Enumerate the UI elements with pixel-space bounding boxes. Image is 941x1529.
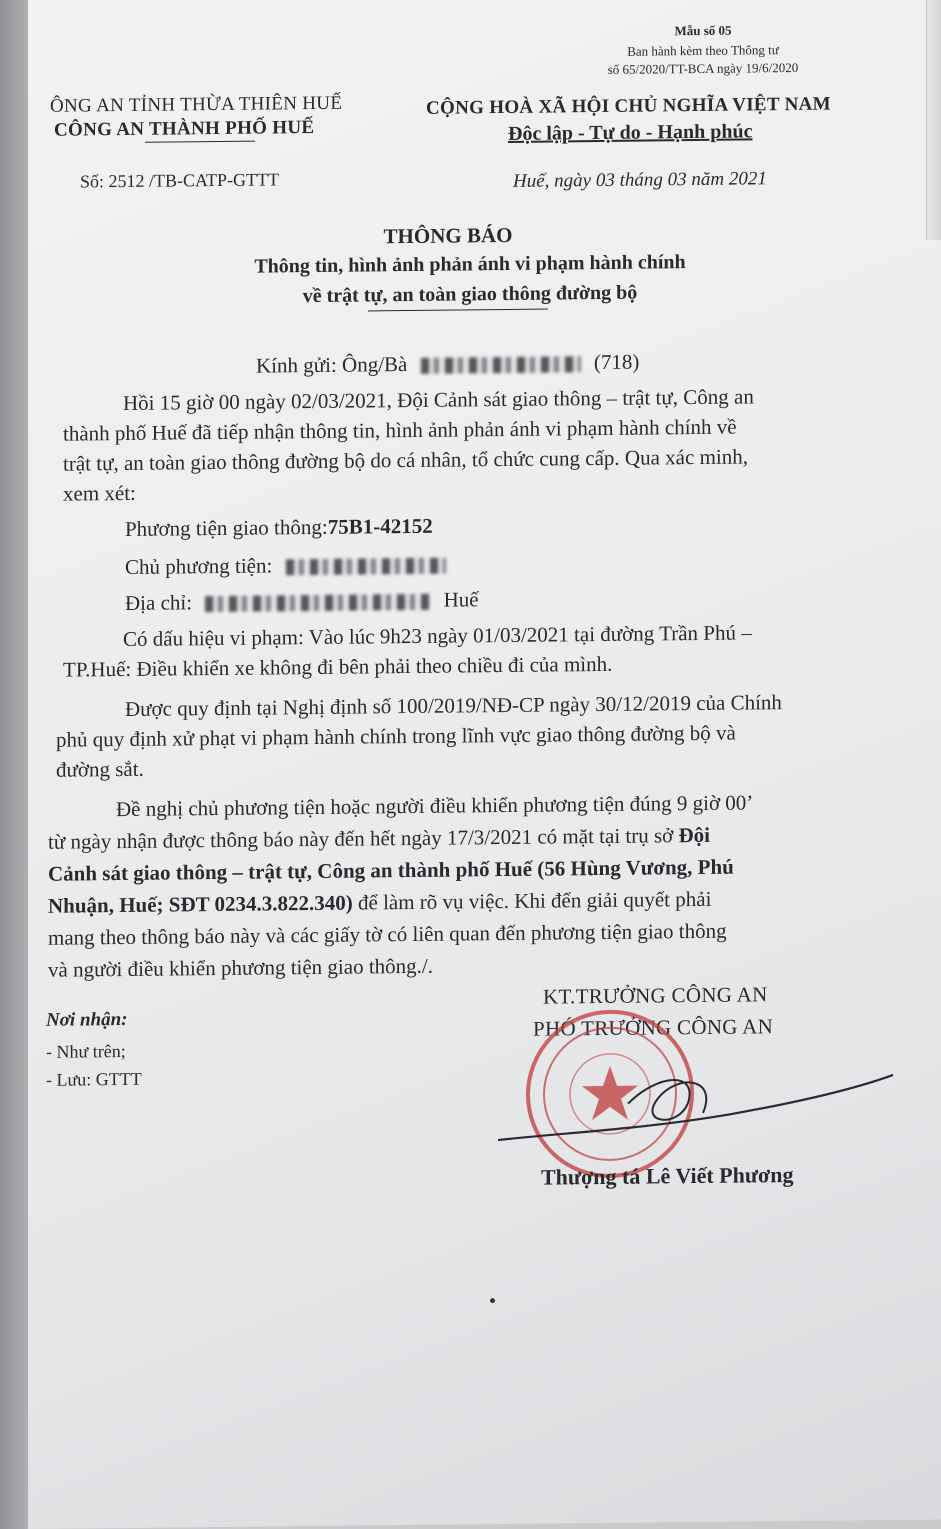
request-line-4 bbox=[48, 887, 711, 919]
signature-title-1: KT.TRƯỞNG CÔNG AN bbox=[543, 982, 768, 1009]
address-line bbox=[125, 587, 479, 616]
recipients-title: Nơi nhận: bbox=[46, 1008, 128, 1031]
address-city: Huế bbox=[443, 587, 479, 612]
signature-title-2: PHÓ TRƯỞNG CÔNG AN bbox=[533, 1014, 774, 1041]
request-line-1: Đề nghị chủ phương tiện hoặc người điều khiển phương tiện đúng 9 giờ 00’ bbox=[116, 790, 754, 822]
paragraph-1-line-1: Hồi 15 giờ 00 ngày 02/03/2021, Đội Cảnh sát giao thông – trật tự, Công an bbox=[123, 384, 754, 416]
request-line-3: Cảnh sát giao thông – trật tự, Công an thành phố Huế (56 Hùng Vương, Phú bbox=[48, 854, 734, 886]
notice-title: THÔNG BÁO bbox=[383, 222, 513, 249]
paragraph-1-line-4: xem xét: bbox=[63, 480, 136, 506]
regulation-line-2: phủ quy định xử phạt vi phạm hành chính trong lĩnh vực giao thông đường bộ và bbox=[56, 720, 736, 752]
recipient-code: (718) bbox=[593, 349, 640, 375]
vehicle-line bbox=[125, 514, 433, 542]
regulation-line-1: Được quy định tại Nghị định số 100/2019/NĐ-CP ngày 30/12/2019 của Chính bbox=[125, 690, 782, 721]
recipient-label: Kính gửi: Ông/Bà bbox=[256, 352, 408, 378]
owner-label: Chủ phương tiện: bbox=[125, 553, 273, 579]
request-line-4-text: để làm rõ vụ việc. Khi đến giải quyết phải bbox=[352, 886, 712, 915]
request-line-2-bold: Đội bbox=[678, 822, 711, 848]
violation-line-1: Có dấu hiệu vi phạm: Vào lúc 9h23 ngày 01/03/2021 tại đường Trần Phú – bbox=[123, 620, 752, 652]
request-line-2-text: từ ngày nhận được thông báo này đến hết ngày 17/3/2021 có mặt tại trụ sở bbox=[48, 823, 679, 854]
redacted-owner bbox=[286, 558, 446, 576]
form-number: Mẫu số 05 bbox=[674, 22, 732, 39]
document-number: Số: 2512 /TB-CATP-GTTT bbox=[80, 169, 280, 192]
next-page-edge bbox=[926, 0, 941, 240]
request-line-4-bold: Nhuận, Huế; SĐT 0234.3.822.340) bbox=[48, 890, 353, 918]
agency-parent: ÔNG AN TỈNH THỪA THIÊN HUẾ bbox=[50, 92, 343, 117]
paper-speck bbox=[490, 1298, 495, 1303]
license-plate: 75B1-42152 bbox=[327, 513, 433, 539]
agency-name: CÔNG AN THÀNH PHỐ HUẾ bbox=[54, 117, 315, 141]
address-label: Địa chỉ: bbox=[125, 590, 193, 615]
redacted-name bbox=[421, 356, 581, 374]
nation-name: CỘNG HOÀ XÃ HỘI CHỦ NGHĨA VIỆT NAM bbox=[426, 93, 831, 119]
vehicle-label: Phương tiện giao thông: bbox=[125, 514, 328, 541]
nation-motto: Độc lập - Tự do - Hạnh phúc bbox=[508, 120, 753, 145]
form-issued-by: Ban hành kèm theo Thông tư bbox=[627, 42, 779, 59]
paragraph-1-line-2: thành phố Huế đã tiếp nhận thông tin, hình ảnh phản ánh vi phạm hành chính về bbox=[63, 414, 737, 446]
recipient-line bbox=[256, 350, 639, 379]
violation-line-2: TP.Huế: Điều khiển xe không đi bên phải theo chiều đi của mình. bbox=[63, 651, 613, 682]
form-circular: số 65/2020/TT-BCA ngày 19/6/2020 bbox=[607, 59, 799, 77]
handwritten-signature bbox=[488, 1041, 908, 1165]
recipients-item-1: - Như trên; bbox=[46, 1040, 126, 1062]
place-date: Huế, ngày 03 tháng 03 năm 2021 bbox=[513, 168, 767, 192]
recipients-item-2: - Lưu: GTTT bbox=[46, 1068, 142, 1090]
document-page bbox=[28, 0, 941, 1529]
agency-underline bbox=[145, 141, 255, 143]
owner-line bbox=[125, 552, 446, 580]
title-underline bbox=[368, 309, 548, 312]
request-line-6: và người điều khiển phương tiện giao thông./. bbox=[48, 953, 434, 982]
signer-name: Thượng tá Lê Viết Phương bbox=[541, 1161, 794, 1190]
paragraph-1-line-3: trật tự, an toàn giao thông đường bộ do cá nhân, tổ chức cung cấp. Qua xác minh, bbox=[63, 444, 748, 476]
redacted-address bbox=[205, 594, 430, 612]
notice-subtitle-2: về trật tự, an toàn giao thông đường bộ bbox=[302, 281, 638, 308]
notice-subtitle-1: Thông tin, hình ảnh phản ánh vi phạm hành chính bbox=[254, 251, 686, 278]
regulation-line-3: đường sắt. bbox=[56, 756, 144, 782]
request-line-2 bbox=[48, 823, 710, 855]
request-line-5: mang theo thông báo này và các giấy tờ có liên quan đến phương tiện giao thông bbox=[48, 918, 727, 950]
